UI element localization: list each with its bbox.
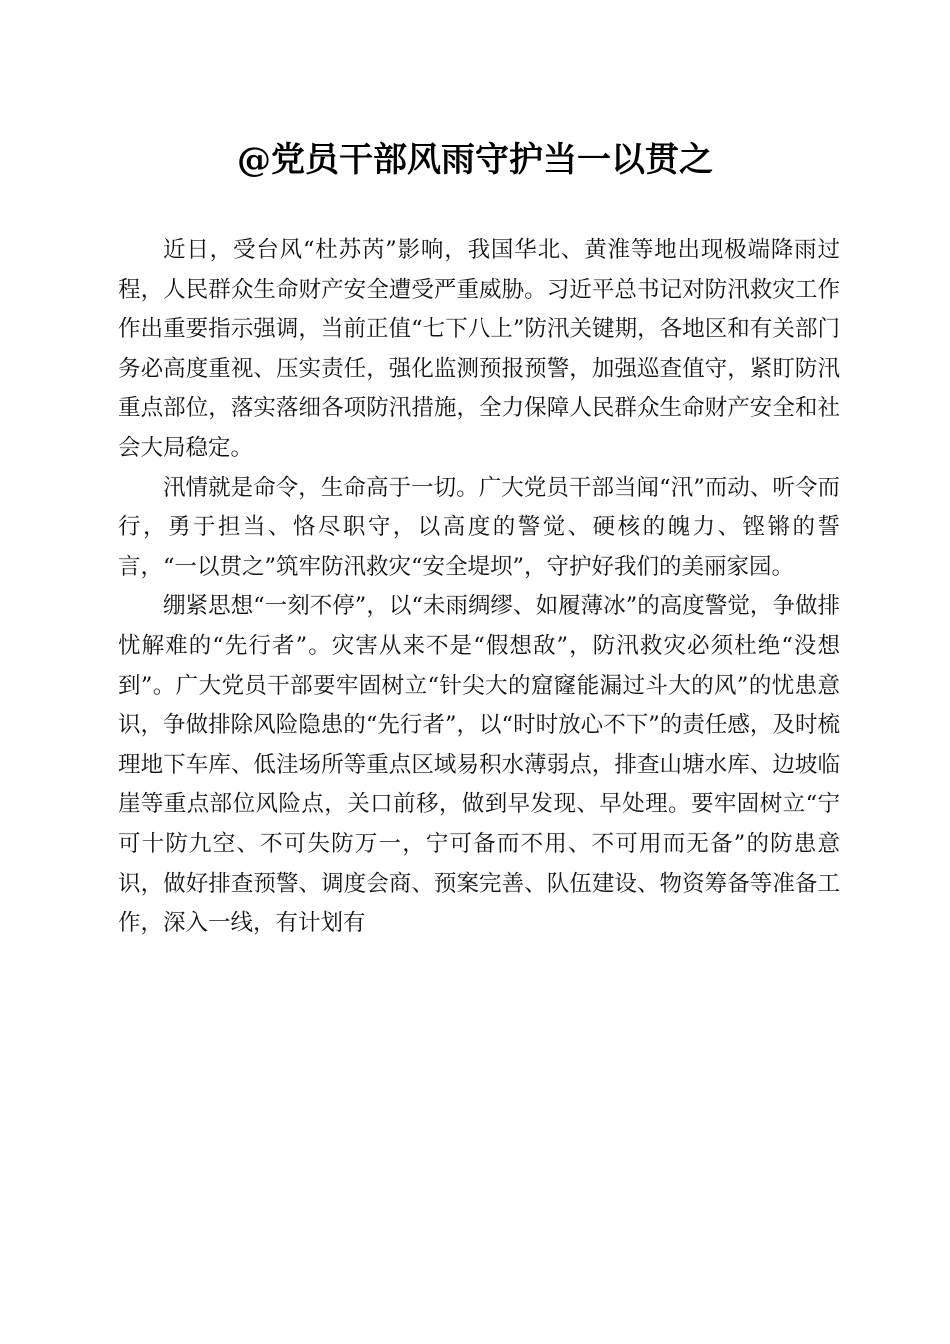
paragraph-2: 汛情就是命令，生命高于一切。广大党员干部当闻“汛”而动、听令而行，勇于担当、恪尽职守，以高度的警觉、硬核的魄力、铿锵的誓言，“一以贯之”筑牢防汛救灾“安全堤坝”，守护好我们的美丽家园。 — [118, 474, 840, 580]
paragraph-1: 近日，受台风“杜苏芮”影响，我国华北、黄淮等地出现极端降雨过程，人民群众生命财产安全遭受严重威胁。习近平总书记对防汛救灾工作作出重要指示强调，当前正值“七下八上”防汛关键期，各地区和有关部门务必高度重视、压实责任，强化监测预报预警，加强巡查值守，紧盯防汛重点部位，落实落细各项防汛措施，全力保障人民群众生命财产安全和社会大局稳定。 — [118, 237, 840, 461]
document-title: @党员干部风雨守护当一以贯之 — [237, 140, 713, 180]
document-body — [118, 231, 840, 944]
paragraph-3: 绷紧思想“一刻不停”，以“未雨绸缪、如履薄冰”的高度警觉，争做排忧解难的“先行者”。灾害从来不是“假想敌”，防汛救灾必须杜绝“没想到”。广大党员干部要牢固树立“针尖大的窟窿能漏过斗大的风”的忧患意识，争做排除风险隐患的“先行者”，以“时时放心不下”的责任感，及时梳理地下车库、低洼场所等重点区域易积水薄弱点，排查山塘水库、边坡临崖等重点部位风险点，关口前移，做到早发现、早处理。要牢固树立“宁可十防九空、不可失防万一，宁可备而不用、不可用而无备”的防患意识，做好排查预警、调度会商、预案完善、队伍建设、物资筹备等准备工作，深入一线，有计划有 — [118, 593, 840, 937]
